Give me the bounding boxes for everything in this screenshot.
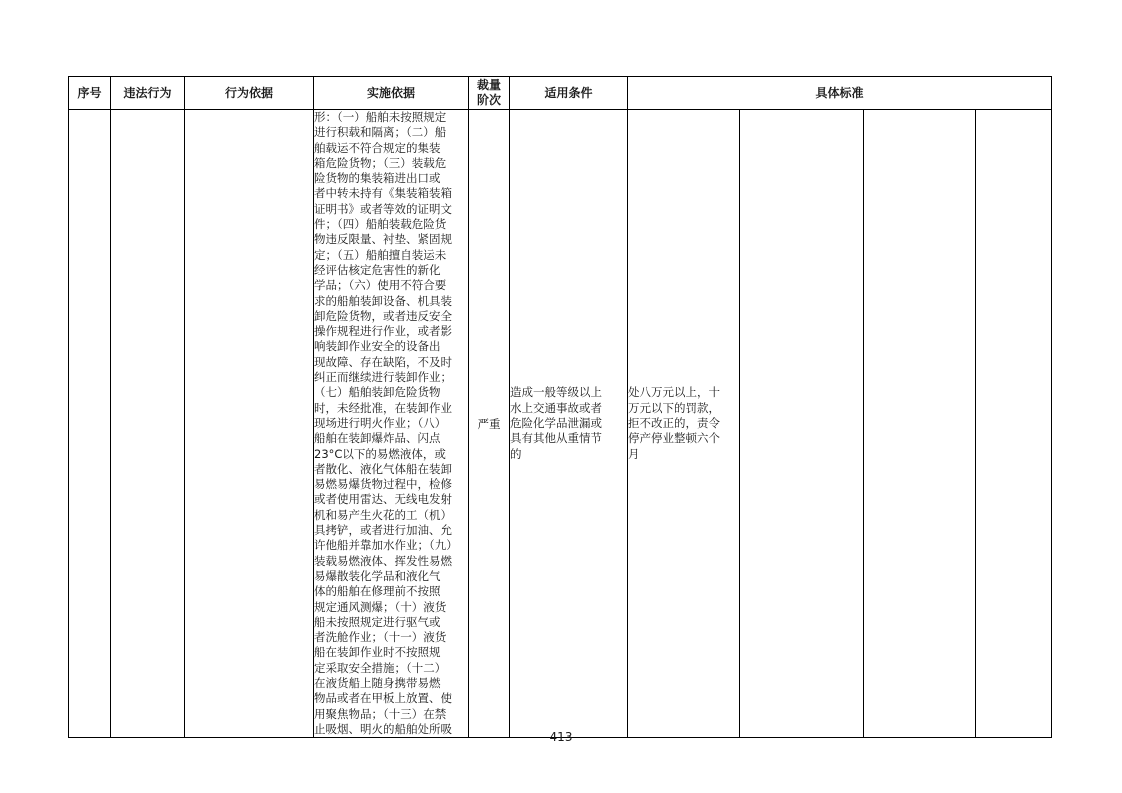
header-seq: 序号 — [69, 77, 111, 110]
header-violation: 违法行为 — [111, 77, 185, 110]
cell-basis — [185, 110, 314, 738]
cell-level: 严重 — [469, 110, 510, 738]
cell-condition: 造成一般等级以上 水上交通事故或者 危险化学品泄漏或 具有其他从重情节 的 — [510, 110, 628, 738]
page-number: 413 — [549, 730, 573, 744]
header-row — [69, 77, 1052, 110]
header-condition: 适用条件 — [510, 77, 628, 110]
header-standard: 具体标准 — [628, 77, 1052, 110]
cell-empty-1 — [740, 110, 864, 738]
cell-seq — [69, 110, 111, 738]
cell-empty-3 — [976, 110, 1052, 738]
cell-empty-2 — [864, 110, 976, 738]
header-basis: 行为依据 — [185, 77, 314, 110]
header-level: 裁量 阶次 — [469, 77, 510, 110]
cell-violation — [111, 110, 185, 738]
header-impl-basis: 实施依据 — [314, 77, 469, 110]
discretion-standard-table — [68, 76, 1052, 738]
table-row — [69, 110, 1052, 738]
cell-impl-basis: 形：（一）船舶未按照规定 进行积载和隔离；（二）船 舶载运不符合规定的集装 箱危险货物；（三）装载危 险货物的集装箱进出口或 者中转未持有《集装箱装箱 证明书》或者等效的证明文 件；（四）船舶装载危险货 物违反限量、衬垫、紧固规 定；（五）船舶擅自装运未 经评估核定危害性的新化 学品；（六）使用不符合要 求的船舶装卸设备、机具装 卸危险货物，或者违反安全 操作规程进行作业，或者影 响装卸作业安全的设备出 现故障、存在缺陷，不及时 纠正而继续进行装卸作业； （七）船舶装卸危险货物 时，未经批准，在装卸作业 现场进行明火作业；（八） 船舶在装卸爆炸品、闪点 23°C以下的易燃液体，或 者散化、液化气体船在装卸 易燃易爆货物过程中，检修 或者使用雷达、无线电发射 机和易产生火花的工（机） 具拷铲，或者进行加油、允 许他船并靠加水作业；（九） 装载易燃液体、挥发性易燃 易爆散装化学品和液化气 体的船舶在修理前不按照 规定通风测爆；（十）液货 船未按照规定进行驱气或 者洗舱作业；（十一）液货 船在装卸作业时不按照规 定采取安全措施；（十二） 在液货船上随身携带易燃 物品或者在甲板上放置、使 用聚焦物品；（十三）在禁 止吸烟、明火的船舶处所吸 — [314, 110, 469, 738]
cell-standard: 处八万元以上，十 万元以下的罚款， 拒不改正的，责令 停产停业整顿六个 月 — [628, 110, 740, 738]
